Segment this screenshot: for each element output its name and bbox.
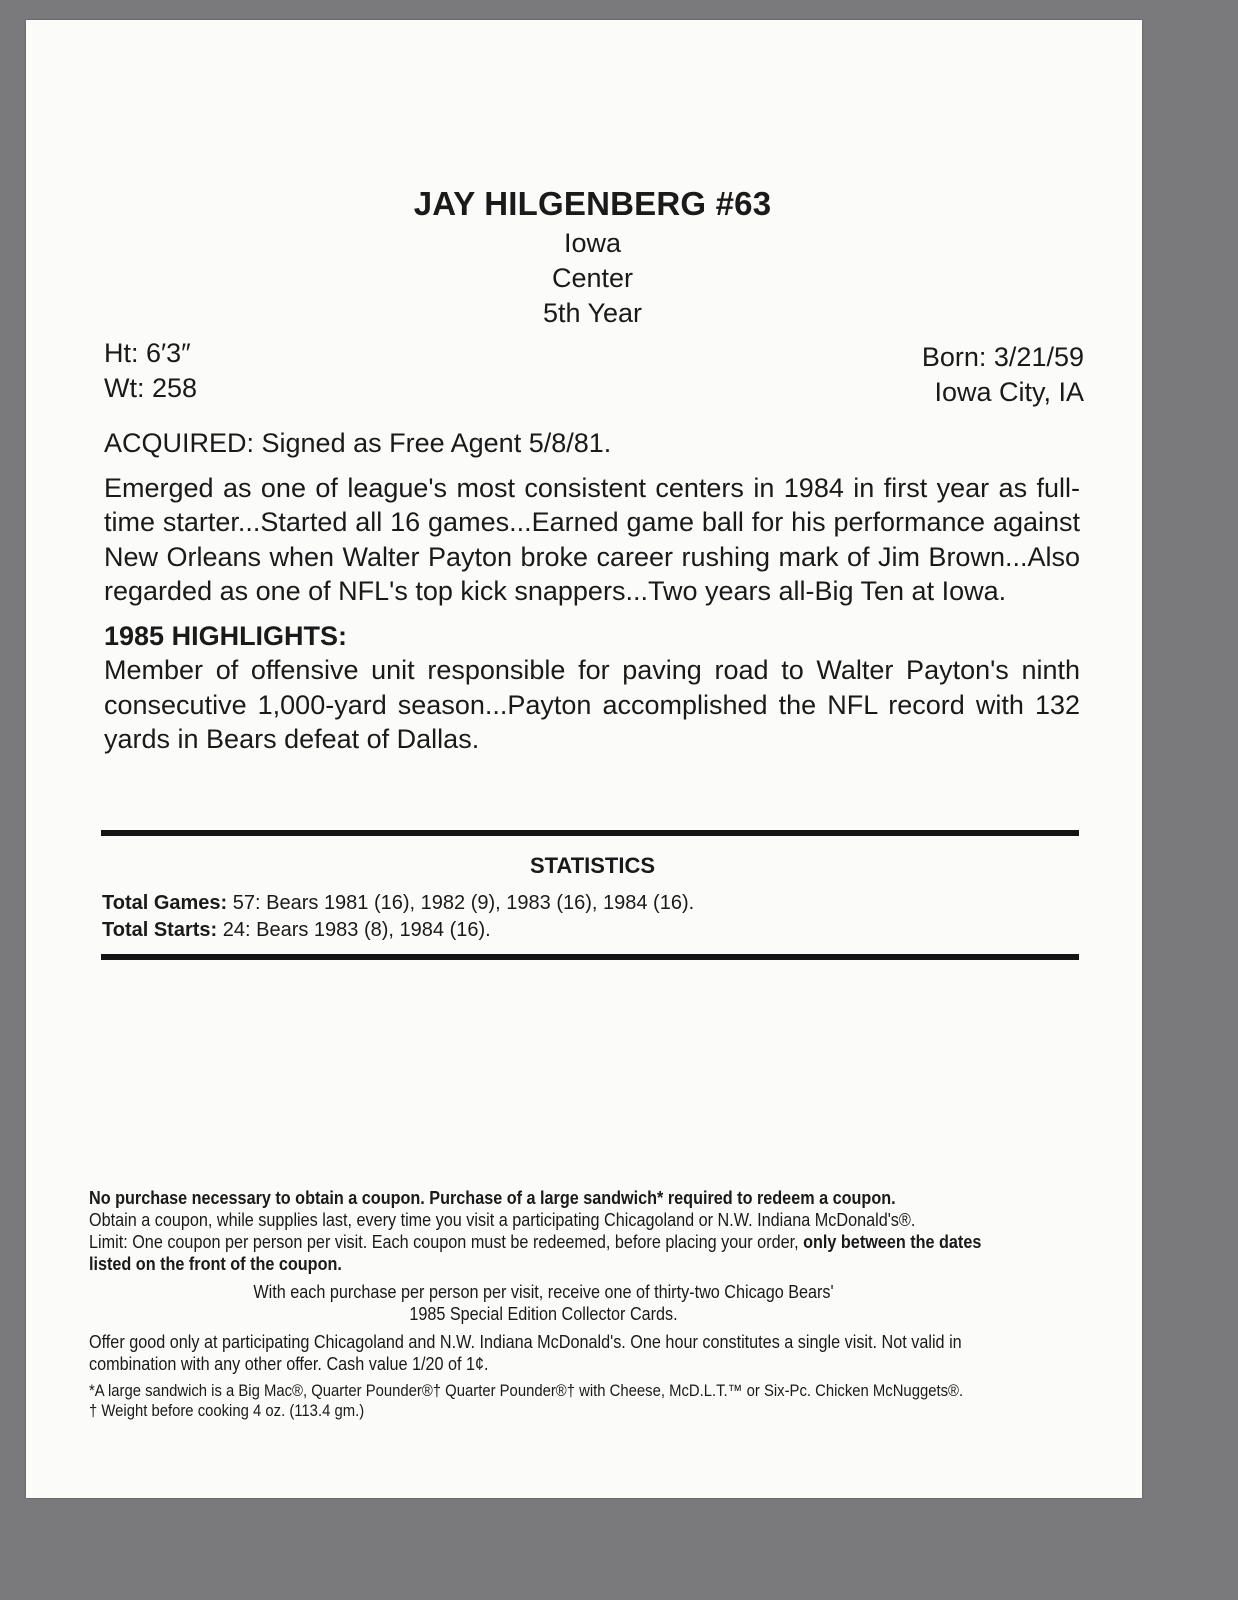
divider-bottom <box>101 954 1079 960</box>
highlights-heading: 1985 HIGHLIGHTS: <box>104 620 348 651</box>
player-year: 5th Year <box>542 298 643 328</box>
total-games-line <box>102 890 694 917</box>
player-born: Born: 3/21/59 <box>921 342 1084 372</box>
bio-section <box>104 426 1080 757</box>
player-name: JAY HILGENBERG #63 <box>413 185 772 222</box>
fine-print-center1: With each purchase per person per visit, receive one of thirty-two Chicago Bears' <box>253 1282 834 1302</box>
player-birthplace: Iowa City, IA <box>934 377 1084 407</box>
fine-print-intro: No purchase necessary to obtain a coupon. Purchase of a large sandwich* required to redeem a coupon. <box>89 1188 896 1208</box>
player-height: Ht: 6′3″ <box>104 338 191 368</box>
player-weight: Wt: 258 <box>104 373 198 403</box>
player-header <box>0 184 1185 331</box>
fine-print <box>89 1187 998 1421</box>
statistics-lines <box>102 890 694 944</box>
fine-print-line3: Limit: One coupon per person per visit. Each coupon must be redeemed, before placing your order, <box>89 1232 804 1252</box>
statistics-title: STATISTICS <box>529 853 656 878</box>
total-games-label: Total Games: <box>102 892 228 914</box>
birth-info <box>922 340 1084 410</box>
fine-print-line3-bold: only between the dates listed on the front of the coupon. <box>89 1232 982 1274</box>
total-starts-label: Total Starts: <box>102 919 218 941</box>
player-school: Iowa <box>563 228 622 258</box>
acquired-text: ACQUIRED: Signed as Free Agent 5/8/81. <box>104 428 612 458</box>
player-position: Center <box>551 263 634 293</box>
fine-print-center2: 1985 Special Edition Collector Cards. <box>409 1304 678 1324</box>
highlights-text: Member of offensive unit responsible for paving road to Walter Payton's ninth consecutive 1,000-yard season...Payton accomplished the NFL record with 132 yards in Bears defeat of Dallas. <box>104 655 1080 754</box>
bio-text: Emerged as one of league's most consistent centers in 1984 in first year as full-time starter...Started all 16 games...Earned game ball for his performance against New Orleans when Walter Payton broke career rushing mark of Jim Brown...Also regarded as one of NFL's top kick snappers...Two years all-Big Ten at Iowa. <box>104 472 1080 606</box>
total-starts-value: 24: Bears 1983 (8), 1984 (16). <box>217 919 491 941</box>
divider-top <box>101 830 1079 836</box>
fine-print-line2: Obtain a coupon, while supplies last, every time you visit a participating Chicagoland or N.W. Indiana McDonald's®. <box>89 1210 916 1230</box>
fine-print-offer: Offer good only at participating Chicagoland and N.W. Indiana McDonald's. One hour constitutes a single visit. Not valid in combination with any other offer. Cash value 1/20 of 1¢. <box>89 1332 962 1374</box>
fine-print-footnote2: † Weight before cooking 4 oz. (113.4 gm.) <box>89 1402 365 1420</box>
fine-print-footnote1: *A large sandwich is a Big Mac®, Quarter Pounder®† Quarter Pounder®† with Cheese, McD.L.T.™ or Six-Pc. Chicken McNuggets®. <box>89 1382 964 1400</box>
physical-stats <box>104 336 197 406</box>
total-games-value: 57: Bears 1981 (16), 1982 (9), 1983 (16), 1984 (16). <box>227 892 695 914</box>
total-starts-line <box>102 917 694 944</box>
